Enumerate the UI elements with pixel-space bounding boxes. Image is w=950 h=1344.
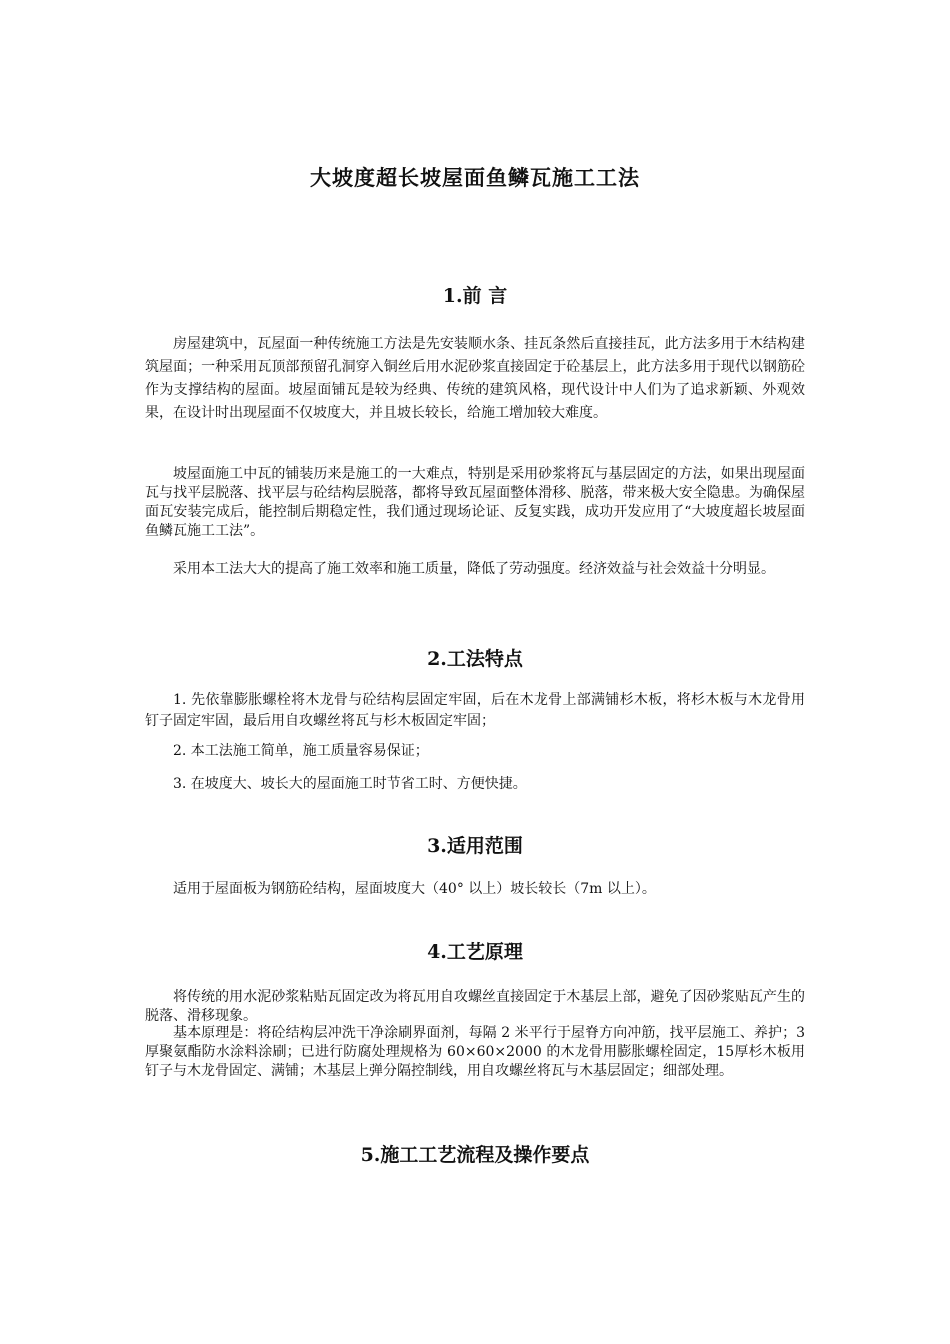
section-heading-scope: 3.适用范围	[427, 835, 523, 857]
preface-paragraph-1: 房屋建筑中，瓦屋面一种传统施工方法是先安装顺水条、挂瓦条然后直接挂瓦，此方法多用于木结构建筑屋面；一种采用瓦顶部预留孔洞穿入铜丝后用水泥砂浆直接固定于砼基层上，此方法多用于现代以钢筋砼作为支撑结构的屋面。坡屋面铺瓦是较为经典、传统的建筑风格，现代设计中人们为了追求新颖、外观效果，在设计时出现屋面不仅坡度大，并且坡长较长，给施工增加较大难度。	[145, 336, 805, 421]
scope-paragraph: 适用于屋面板为钢筋砼结构，屋面坡度大（40° 以上）坡长较长（7m 以上）。	[173, 881, 656, 897]
feature-item-3: 3. 在坡度大、坡长大的屋面施工时节省工时、方便快捷。	[173, 776, 527, 792]
feature-item-2: 2. 本工法施工简单，施工质量容易保证；	[173, 743, 429, 759]
feature-item-1: 1. 先依靠膨胀螺栓将木龙骨与砼结构层固定牢固，后在木龙骨上部满铺杉木板，将杉木板与木龙骨用钉子固定牢固，最后用自攻螺丝将瓦与杉木板固定牢固；	[145, 692, 805, 729]
principle-paragraph-1: 将传统的用水泥砂浆粘贴瓦固定改为将瓦用自攻螺丝直接固定于木基层上部，避免了因砂浆贴瓦产生的脱落、滑移现象。	[145, 989, 805, 1024]
preface-paragraph-2: 坡屋面施工中瓦的铺装历来是施工的一大难点，特别是采用砂浆将瓦与基层固定的方法，如果出现屋面瓦与找平层脱落、找平层与砼结构层脱落，都将导致瓦屋面整体滑移、脱落，带来极大安全隐患。为确保屋面瓦安装完成后，能控制后期稳定性，我们通过现场论证、反复实践，成功开发应用了“大坡度超长坡屋面鱼鳞瓦施工工法”。	[145, 466, 805, 539]
section-heading-process: 5.施工工艺流程及操作要点	[360, 1144, 590, 1166]
section-heading-preface: 1.前 言	[442, 285, 508, 307]
principle-paragraph-2: 基本原理是：将砼结构层冲洗干净涂刷界面剂，每隔 2 米平行于屋脊方向冲筋，找平层施工、养护；3厚聚氨酯防水涂料涂刷；已进行防腐处理规格为 60×60×2000 的木龙骨用膨胀螺栓固定，15厚杉木板用钉子与木龙骨固定、满铺；木基层上弹分隔控制线，用自攻螺丝将瓦与木基层固定；细部处理。	[145, 1025, 805, 1079]
document-title: 大坡度超长坡屋面鱼鳞瓦施工工法	[310, 165, 640, 190]
section-heading-features: 2.工法特点	[427, 648, 523, 670]
preface-paragraph-3: 采用本工法大大的提高了施工效率和施工质量，降低了劳动强度。经济效益与社会效益十分明显。	[173, 561, 775, 577]
section-heading-principle: 4.工艺原理	[427, 941, 523, 963]
